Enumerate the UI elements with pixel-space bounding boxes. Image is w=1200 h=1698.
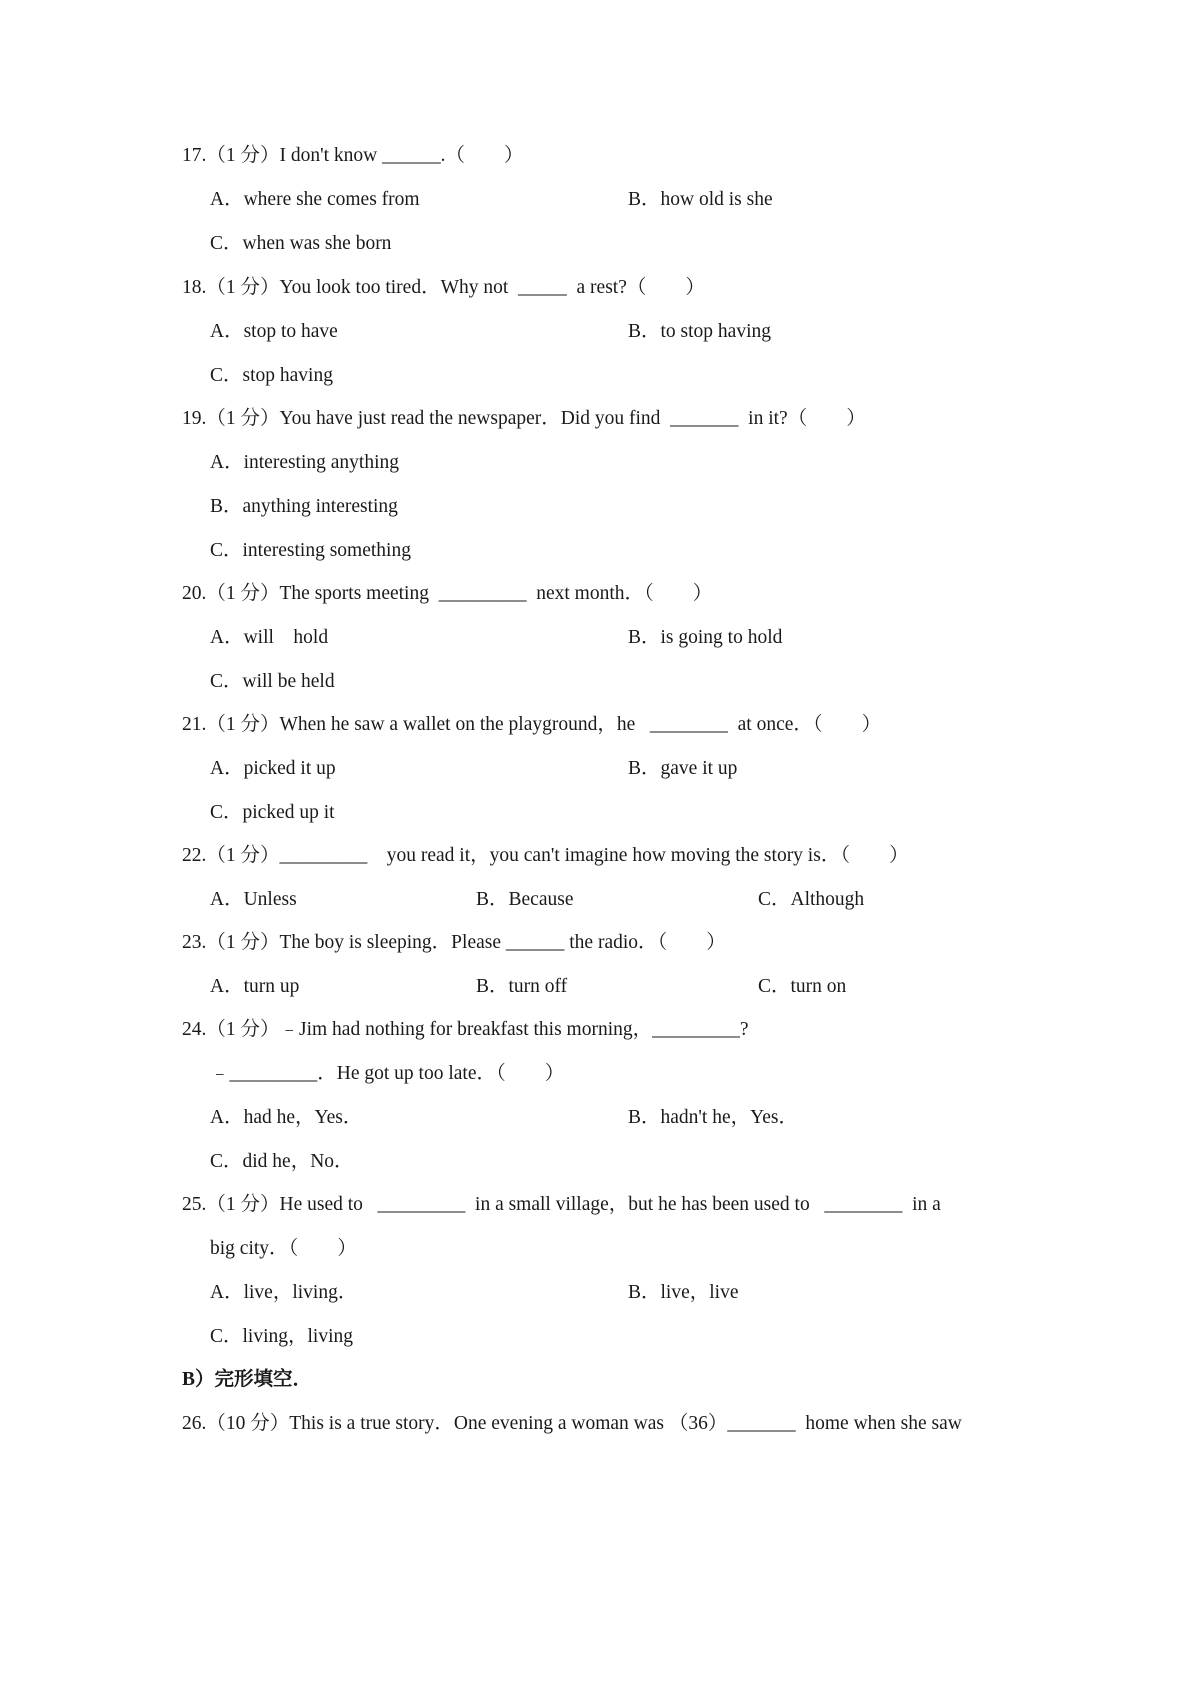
option-24-b: B．hadn't he，Yes． [628, 1107, 798, 1128]
option-25-a: A．live，living． [210, 1282, 358, 1303]
option-18-a: A．stop to have [210, 321, 338, 342]
option-17-a: A．where she comes from [210, 189, 420, 210]
question-19: 19.（1 分）You have just read the newspaper．Did you find _______ in it?（ ） [182, 408, 866, 429]
option-25-b: B．live，live [628, 1282, 739, 1303]
option-19-c: C．interesting something [210, 540, 411, 561]
question-20: 20.（1 分）The sports meeting _________ next month．（ ） [182, 583, 713, 604]
question-22: 22.（1 分）_________ you read it，you can't imagine how moving the story is．（ ） [182, 845, 909, 866]
option-19-b: B．anything interesting [210, 496, 398, 517]
question-24: 24.（1 分）﹣Jim had nothing for breakfast this morning，_________? [182, 1019, 749, 1040]
option-23-a: A．turn up [210, 976, 300, 997]
option-24-c: C．did he，No． [210, 1151, 354, 1172]
question-18: 18.（1 分）You look too tired．Why not _____ a rest?（ ） [182, 277, 705, 298]
option-21-c: C．picked up it [210, 802, 335, 823]
question-23: 23.（1 分）The boy is sleeping．Please ______ the radio．（ ） [182, 932, 726, 953]
option-17-c: C．when was she born [210, 233, 392, 254]
option-20-a: A．will hold [210, 627, 329, 648]
option-22-c: C．Although [758, 889, 865, 910]
section-b-heading: B）完形填空． [182, 1369, 313, 1390]
option-18-b: B．to stop having [628, 321, 772, 342]
option-20-c: C．will be held [210, 671, 335, 692]
option-19-a: A．interesting anything [210, 452, 400, 473]
option-21-b: B．gave it up [628, 758, 738, 779]
option-23-b: B．turn off [476, 976, 568, 997]
option-17-b: B．how old is she [628, 189, 773, 210]
question-24-line2: ﹣_________．He got up too late．（ ） [210, 1063, 565, 1084]
question-25: 25.（1 分）He used to _________ in a small village，but he has been used to ________ in a [182, 1194, 941, 1215]
option-18-c: C．stop having [210, 365, 333, 386]
question-17: 17.（1 分）I don't know ______.（ ） [182, 145, 524, 166]
question-21: 21.（1 分）When he saw a wallet on the playground，he ________ at once．（ ） [182, 714, 882, 735]
option-22-a: A．Unless [210, 889, 297, 910]
option-24-a: A．had he，Yes． [210, 1107, 363, 1128]
option-23-c: C．turn on [758, 976, 847, 997]
question-26: 26.（10 分）This is a true story．One evening a woman was （36）_______ home when she saw [182, 1413, 962, 1434]
question-25-line2: big city．（ ） [210, 1238, 357, 1259]
option-20-b: B．is going to hold [628, 627, 783, 648]
option-22-b: B．Because [476, 889, 574, 910]
option-25-c: C．living，living [210, 1326, 354, 1347]
option-21-a: A．picked it up [210, 758, 336, 779]
